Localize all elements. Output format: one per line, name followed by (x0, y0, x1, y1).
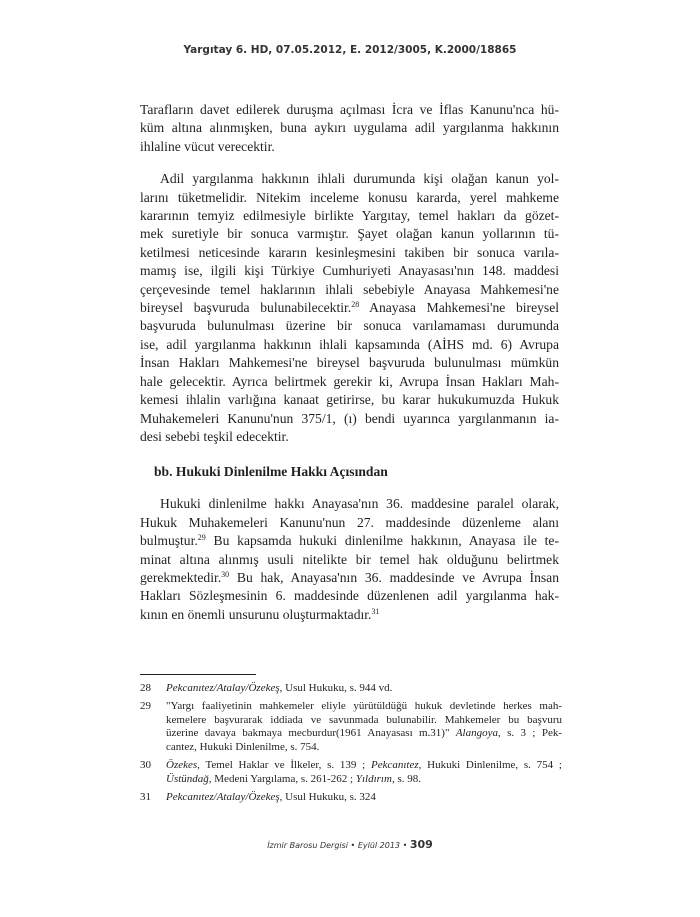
footnote (140, 682, 562, 696)
footnote (140, 791, 562, 805)
footnote-ref[interactable]: 31 (371, 606, 380, 616)
text-line: bulmuştur.$^{29}$ Bu kapsamda hukuki dinlenilme hakkının, Anayasa ile te- (140, 533, 559, 549)
text-line: minat altına alınmış usuli nitelikte bir temel hak olduğunu belirtmek (140, 551, 559, 567)
text-line: bireysel başvuruda bulunabilecektir.$^{28}$ Anayasa Mahkemesi'ne bireysel (140, 300, 560, 316)
section-heading: bb. Hukuki Dinlenilme Hakkı Açısından (154, 464, 388, 480)
text-line: Adil yargılanma hakkının ihlali durumunda kişi olağan kanun yol- (160, 171, 559, 187)
footnote-ref[interactable]: 30 (221, 569, 230, 579)
text-line: küm altına alınmışken, buna aykırı uygulama adil yargılanma hakkının (140, 120, 559, 136)
text-line: mek suretiyle bir sonuca varmıştır. Şayet olağan kanun yollarının tü- (140, 226, 559, 242)
footnote-text: "Yargı faaliyetinin mahkemeler eliyle yürütüldüğü hukuk devletinde herkes mah- kemelere başvurarak iddiada ve savunmada bulunabilir. Mahkemeler bu başvuru üzerine davaya bakmaya mecburdur(1961 Anayasası m.31)" Alangoya, s. 3 ; Pek- cantez, Hukuki Dinlenilme, s. 754. (166, 699, 562, 754)
running-header: Yargıtay 6. HD, 07.05.2012, E. 2012/3005, K.2000/18865 (183, 44, 517, 56)
footnote-number: 30 (140, 758, 151, 771)
text-line: Hakları Sözleşmesinin 6. maddesinde düzenlenen adil yargılanma hak- (140, 588, 559, 604)
paragraph-2 (140, 170, 559, 446)
text-line: Muhakemeleri Kanunu'nun 375/1, (ı) bendi uyarınca yargılanmanın ia- (140, 410, 559, 426)
text-line: desi sebebi teşkil edecektir. (140, 428, 289, 444)
text-line: ihlaline vücut verecektir. (140, 138, 275, 154)
text-line: İnsan Hakları Mahkemesi'ne bireysel başvuruda bulunulması mümkün (140, 355, 559, 371)
text-line: hale gelecektir. Ayrıca belirtmek gerekir ki, Avrupa İnsan Hakları Mah- (140, 373, 559, 389)
journal-name: İzmir Barosu Dergisi • Eylül 2013 • (267, 841, 408, 850)
text-line: çerçevesinde temel haklarının ihlali sebebiyle Anayasa Mahkemesi'ne (140, 281, 559, 297)
footnote-ref[interactable]: 28 (351, 300, 360, 310)
text-line: larını tüketmelidir. Nitekim inceleme konusu kararda, yerel mahkeme (140, 189, 559, 205)
paragraph-1 (140, 101, 559, 156)
footnotes (140, 682, 562, 808)
footnote (140, 700, 562, 755)
footnote (140, 759, 562, 787)
text-line: mamış ise, ilgili kişi Türkiye Cumhuriyeti Anayasası'nın 148. maddesi (140, 263, 559, 279)
page-footer (0, 838, 700, 851)
footnote-number: 29 (140, 699, 151, 712)
text-line: gerekmektedir.$^{30}$ Bu hak, Anayasa'nın 36. maddesinde ve Avrupa İnsan (140, 569, 559, 585)
text-line: Hukuki dinlenilme hakkı Anayasa'nın 36. maddesine paralel olarak, (160, 496, 559, 512)
footnote-ref[interactable]: 29 (197, 533, 206, 543)
text-line: kının en önemli unsurunu oluşturmaktadır.$^{31}$ (140, 606, 380, 622)
footnote-text: Pekcanıtez/Atalay/Özekeş, Usul Hukuku, s. 944 vd. (166, 682, 393, 694)
text-line: başvuruda bulunulması üzerine bir sonuca varılamaması durumunda (140, 318, 559, 334)
text-line: Tarafların davet edilerek duruşma açılması İcra ve İflas Kanunu'nca hü- (140, 102, 559, 117)
footnote-separator (140, 674, 256, 675)
page-number: 309 (409, 838, 433, 851)
text-line: ise, adil yargılanma hakkının ihlali kapsamında (AİHS md. 6) Avrupa (140, 336, 559, 352)
main-text (140, 101, 559, 624)
footnote-number: 31 (140, 790, 151, 803)
footnote-number: 28 (140, 682, 151, 694)
text-line: kararının temyiz edilmesiyle birlikte Yargıtay, temel hakları da gözet- (140, 208, 559, 224)
footnote-text: Pekcanıtez/Atalay/Özekeş, Usul Hukuku, s. 324 (166, 790, 376, 803)
text-line: kemesi ihlalin varlığına kanaat getirirse, bu karar hukukumuzda Hukuk (140, 392, 559, 408)
paragraph-3 (140, 495, 559, 624)
footnote-text: Özekes, Temel Haklar ve İlkeler, s. 139 ; Pekcanıtez, Hukuki Dinlenilme, s. 754 ; Üstündağ, Medeni Yargılama, s. 261-262 ; Yıldırım, s. 98. (166, 758, 562, 785)
text-line: Hukuk Muhakemeleri Kanunu'nun 27. maddesinde düzenleme alanı (140, 514, 559, 530)
text-line: ketilmesi neticesinde kararın kesinleşmesini takiben bir sonuca varıla- (140, 244, 559, 260)
